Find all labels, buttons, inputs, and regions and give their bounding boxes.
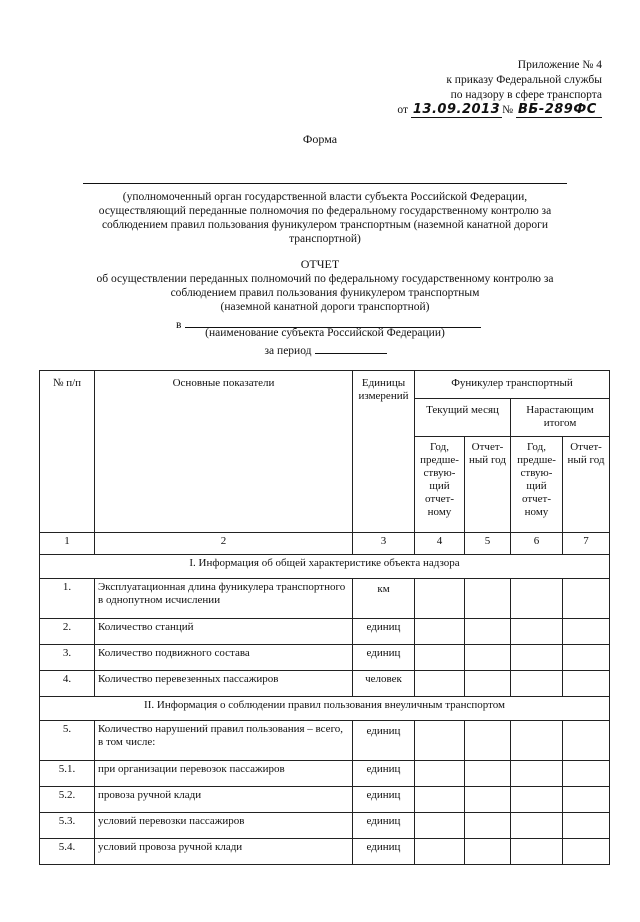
authority-caption: (уполномоченный орган государственной власти субъекта Российской Федерации, осуществляющий переданные полномочия по федеральному государственному контролю за соблюдением правил пользования фуникулером транспортным (наземной канатной дороги транспортной): [98, 191, 552, 245]
header-row-1: [40, 371, 610, 399]
report-subtitle-line-3: (наземной канатной дороги транспортной): [220, 301, 430, 313]
table-row: [40, 721, 610, 761]
table-row: [40, 579, 610, 619]
section-title-1: I. Информация об общей характеристике объекта надзора: [40, 555, 610, 579]
row-unit: единиц: [353, 619, 415, 645]
value-cell[interactable]: [563, 787, 610, 813]
value-cell[interactable]: [511, 813, 563, 839]
value-cell[interactable]: [415, 721, 465, 761]
row-name: условий провоза ручной клади: [95, 839, 353, 865]
handwritten-order-number: ВБ-289ФС: [516, 103, 602, 118]
value-cell[interactable]: [415, 671, 465, 697]
value-cell[interactable]: [415, 813, 465, 839]
row-num: 5.3.: [40, 813, 95, 839]
col-number: 2: [95, 533, 353, 555]
table-row: [40, 813, 610, 839]
value-cell[interactable]: [511, 839, 563, 865]
header-funicular-group: Фуникулер транспортный: [415, 371, 610, 399]
row-num: 2.: [40, 619, 95, 645]
col-number: 5: [465, 533, 511, 555]
value-cell[interactable]: [563, 721, 610, 761]
header-report-year-2: Отчет-ный год: [563, 437, 610, 533]
value-cell[interactable]: [511, 671, 563, 697]
header-prev-year-1: Год, предше-ствую-щий отчет-ному: [415, 437, 465, 533]
annex-line-3: по надзору в сфере транспорта: [450, 89, 602, 101]
value-cell[interactable]: [563, 671, 610, 697]
value-cell[interactable]: [415, 645, 465, 671]
period-label: за период: [264, 345, 312, 357]
row-num: 5.4.: [40, 839, 95, 865]
value-cell[interactable]: [563, 619, 610, 645]
row-unit: человек: [353, 671, 415, 697]
header-prev-year-2: Год, предше-ствую-щий отчет-ному: [511, 437, 563, 533]
header-num: № п/п: [40, 371, 95, 533]
subject-caption: (наименование субъекта Российской Федерации): [205, 327, 445, 339]
row-name: при организации перевозок пассажиров: [95, 761, 353, 787]
value-cell[interactable]: [465, 721, 511, 761]
value-cell[interactable]: [511, 787, 563, 813]
value-cell[interactable]: [465, 787, 511, 813]
annex-date-line: [397, 103, 602, 118]
table-row: [40, 761, 610, 787]
row-name: условий перевозки пассажиров: [95, 813, 353, 839]
value-cell[interactable]: [563, 839, 610, 865]
row-unit: единиц: [353, 787, 415, 813]
col-number: 6: [511, 533, 563, 555]
authority-blank-line: [83, 183, 567, 184]
value-cell[interactable]: [511, 761, 563, 787]
row-num: 5.: [40, 721, 95, 761]
value-cell[interactable]: [465, 813, 511, 839]
period-blank: [315, 342, 387, 354]
row-num: 1.: [40, 579, 95, 619]
row-name: Количество станций: [95, 619, 353, 645]
value-cell[interactable]: [511, 579, 563, 619]
report-table: [39, 370, 610, 865]
table-row: [40, 619, 610, 645]
section-row-2: [40, 697, 610, 721]
header-report-year-1: Отчет-ный год: [465, 437, 511, 533]
value-cell[interactable]: [415, 839, 465, 865]
annex-line-2: к приказу Федеральной службы: [446, 74, 602, 86]
value-cell[interactable]: [465, 619, 511, 645]
row-name: Количество подвижного состава: [95, 645, 353, 671]
row-unit: единиц: [353, 645, 415, 671]
value-cell[interactable]: [563, 645, 610, 671]
row-unit: единиц: [353, 721, 415, 761]
value-cell[interactable]: [465, 761, 511, 787]
in-prefix: в: [176, 319, 182, 331]
col-number: 4: [415, 533, 465, 555]
value-cell[interactable]: [415, 579, 465, 619]
table-row: [40, 645, 610, 671]
row-unit: единиц: [353, 813, 415, 839]
value-cell[interactable]: [511, 645, 563, 671]
header-current-month: Текущий месяц: [415, 399, 511, 437]
value-cell[interactable]: [465, 645, 511, 671]
date-prefix: от: [397, 104, 409, 116]
report-subtitle-line-2: соблюдением правил пользования фуникулером транспортным: [170, 287, 480, 299]
row-unit: единиц: [353, 761, 415, 787]
value-cell[interactable]: [465, 579, 511, 619]
handwritten-date: 13.09.2013: [412, 102, 501, 117]
row-num: 5.1.: [40, 761, 95, 787]
number-sign: №: [502, 104, 514, 116]
report-subtitle-line-1: об осуществлении переданных полномочий по федеральному государственному контролю за: [96, 273, 554, 285]
value-cell[interactable]: [563, 813, 610, 839]
header-indicators: Основные показатели: [95, 371, 353, 533]
table-row: [40, 839, 610, 865]
value-cell[interactable]: [465, 839, 511, 865]
form-label: Форма: [302, 132, 338, 146]
row-name: провоза ручной клади: [95, 787, 353, 813]
row-name: Количество перевезенных пассажиров: [95, 671, 353, 697]
value-cell[interactable]: [511, 619, 563, 645]
row-name: Количество нарушений правил пользования – всего, в том числе:: [95, 721, 353, 761]
table-row: [40, 671, 610, 697]
table-row: [40, 787, 610, 813]
value-cell[interactable]: [415, 787, 465, 813]
annex-line-1: Приложение № 4: [517, 59, 602, 71]
header-units: Единицы измерений: [353, 371, 415, 533]
value-cell[interactable]: [563, 579, 610, 619]
row-num: 5.2.: [40, 787, 95, 813]
row-name: Эксплуатационная длина фуникулера транспортного в однопутном исчислении: [95, 579, 353, 619]
value-cell[interactable]: [511, 721, 563, 761]
row-unit: км: [353, 579, 415, 619]
section-row-1: [40, 555, 610, 579]
row-unit: единиц: [353, 839, 415, 865]
column-numbers-row: [40, 533, 610, 555]
value-cell[interactable]: [415, 619, 465, 645]
row-num: 3.: [40, 645, 95, 671]
col-number: 1: [40, 533, 95, 555]
section-title-2: II. Информация о соблюдении правил пользования внеуличным транспортом: [40, 697, 610, 721]
period-line: [0, 342, 640, 357]
header-cumulative: Нарастающим итогом: [511, 399, 610, 437]
report-title: ОТЧЕТ: [300, 257, 340, 271]
col-number: 3: [353, 533, 415, 555]
report-subtitle: [80, 272, 570, 314]
value-cell[interactable]: [563, 761, 610, 787]
annex-block: [397, 58, 602, 118]
value-cell[interactable]: [415, 761, 465, 787]
value-cell[interactable]: [465, 671, 511, 697]
col-number: 7: [563, 533, 610, 555]
row-num: 4.: [40, 671, 95, 697]
